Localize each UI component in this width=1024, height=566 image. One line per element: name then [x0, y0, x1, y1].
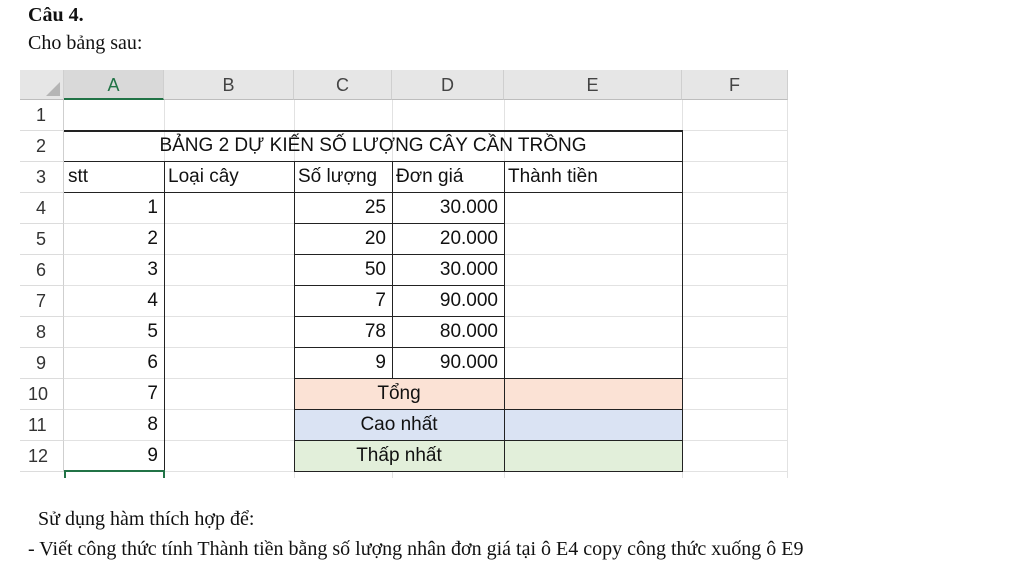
min-label[interactable]: Thấp nhất [356, 445, 442, 466]
active-cell-selection[interactable] [64, 470, 165, 478]
header-don-gia[interactable]: Đơn giá [396, 166, 464, 187]
question-intro: Cho bảng sau: [28, 32, 143, 54]
col-border-de [504, 161, 505, 472]
column-header-d[interactable]: D [392, 70, 504, 100]
cell-don-gia[interactable]: 30.000 [439, 197, 498, 218]
col-border-right [682, 130, 683, 472]
column-header-b[interactable]: B [164, 70, 294, 100]
column-header-f[interactable]: F [682, 70, 788, 100]
header-stt[interactable]: stt [68, 166, 89, 187]
table-bottom-border [294, 471, 683, 472]
instructions-line-1: - Viết công thức tính Thành tiền bằng số lượng nhân đơn giá tại ô E4 copy công thức xuống ô E9 [28, 538, 804, 560]
row-header-9[interactable]: 9 [20, 348, 64, 379]
total-label[interactable]: Tổng [377, 383, 421, 404]
column-header-a[interactable]: A [64, 70, 164, 100]
cell-stt[interactable]: 1 [147, 197, 158, 218]
row-header-11[interactable]: 11 [20, 410, 64, 441]
cell-don-gia[interactable]: 90.000 [439, 290, 498, 311]
cell-so-luong[interactable]: 50 [364, 259, 386, 280]
cell-stt[interactable]: 4 [147, 290, 158, 311]
cell-stt[interactable]: 3 [147, 259, 158, 280]
row-header-4[interactable]: 4 [20, 193, 64, 224]
cell-stt[interactable]: 2 [147, 228, 158, 249]
question-title: Câu 4. [28, 4, 84, 26]
cell-stt[interactable]: 9 [147, 445, 158, 466]
instructions-intro: Sử dụng hàm thích hợp để: [38, 508, 255, 530]
cell-stt[interactable]: 5 [147, 321, 158, 342]
cell-don-gia[interactable]: 30.000 [439, 259, 498, 280]
col-border-ab [164, 161, 165, 472]
row-header-12[interactable]: 12 [20, 441, 64, 472]
cell-stt[interactable]: 7 [147, 383, 158, 404]
cell-so-luong[interactable]: 20 [364, 228, 386, 249]
row-header-3[interactable]: 3 [20, 162, 64, 193]
row-header-1[interactable]: 1 [20, 100, 64, 131]
header-so-luong[interactable]: Số lượng [298, 166, 378, 187]
cell-don-gia[interactable]: 80.000 [439, 321, 498, 342]
row-header-6[interactable]: 6 [20, 255, 64, 286]
select-all-corner[interactable] [20, 70, 64, 100]
row-header-2[interactable]: 2 [20, 131, 64, 162]
cell-don-gia[interactable]: 20.000 [439, 228, 498, 249]
cell-stt[interactable]: 8 [147, 414, 158, 435]
column-header-e[interactable]: E [504, 70, 682, 100]
row-header-10[interactable]: 10 [20, 379, 64, 410]
cell-so-luong[interactable]: 7 [375, 290, 386, 311]
cell-so-luong[interactable]: 9 [375, 352, 386, 373]
select-all-triangle-icon [46, 82, 60, 96]
row-header-5[interactable]: 5 [20, 224, 64, 255]
table-title: BẢNG 2 DỰ KIẾN SỐ LƯỢNG CÂY CẦN TRỒNG [159, 135, 587, 156]
cell-so-luong[interactable]: 78 [364, 321, 386, 342]
row-header-7[interactable]: 7 [20, 286, 64, 317]
header-thanh-tien[interactable]: Thành tiền [508, 166, 598, 187]
column-header-c[interactable]: C [294, 70, 392, 100]
spreadsheet [20, 58, 788, 478]
cell-so-luong[interactable]: 25 [364, 197, 386, 218]
header-loai-cay[interactable]: Loại cây [168, 166, 239, 187]
max-label[interactable]: Cao nhất [360, 414, 438, 435]
row-header-8[interactable]: 8 [20, 317, 64, 348]
cell-stt[interactable]: 6 [147, 352, 158, 373]
cell-don-gia[interactable]: 90.000 [439, 352, 498, 373]
